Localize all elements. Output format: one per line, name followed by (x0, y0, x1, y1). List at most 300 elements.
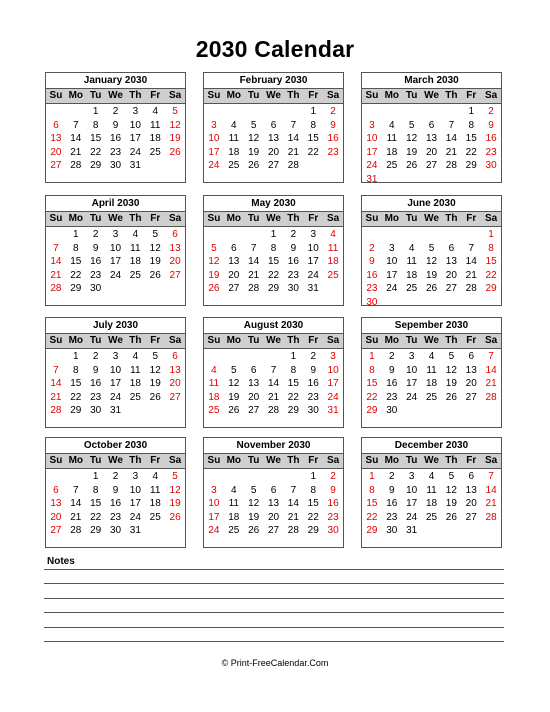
day-cell (204, 418, 224, 432)
week-row (362, 511, 501, 525)
weekday-label: Sa (484, 455, 498, 466)
day-cell: 18 (129, 256, 141, 268)
day-cell: 1 (369, 471, 375, 482)
day-cell: 12 (406, 133, 418, 145)
day-cell (165, 418, 185, 432)
week-row (362, 391, 501, 405)
day-cell (224, 470, 244, 484)
day-cell: 13 (50, 133, 62, 145)
day-cell: 4 (389, 119, 395, 131)
day-cell: 19 (248, 511, 260, 523)
day-cell: 16 (386, 498, 398, 510)
day-cell: 21 (485, 378, 497, 390)
day-cell: 16 (307, 378, 319, 390)
day-cell: 3 (132, 471, 139, 482)
day-cell (283, 173, 303, 187)
day-cell: 25 (425, 391, 438, 403)
week-row (362, 497, 501, 511)
note-line (44, 612, 504, 613)
week-row (46, 418, 185, 432)
day-cell: 16 (90, 256, 102, 268)
week-row (46, 350, 185, 364)
day-cell: 2 (330, 106, 336, 117)
day-cell (204, 470, 224, 484)
week-row (46, 377, 185, 391)
day-cell: 4 (408, 242, 415, 254)
day-cell (66, 418, 86, 432)
day-cell: 13 (267, 133, 280, 145)
day-cell (66, 105, 86, 119)
day-cell: 9 (112, 484, 119, 496)
day-cell (283, 105, 303, 119)
day-cell: 14 (267, 378, 280, 390)
day-cell (66, 296, 86, 310)
day-cell: 10 (406, 484, 418, 496)
week-row (204, 511, 343, 525)
day-cell: 27 (465, 391, 477, 403)
day-cell: 9 (369, 256, 375, 268)
day-cell: 19 (149, 378, 161, 390)
day-cell: 23 (327, 511, 339, 523)
day-cell (46, 538, 66, 552)
weekday-label: Tu (89, 90, 102, 101)
weekday-label: Th (445, 90, 458, 101)
weekday-label: Su (49, 213, 63, 224)
day-cell: 5 (231, 364, 237, 376)
weekday-label: Th (287, 455, 300, 466)
day-cell (264, 296, 284, 310)
day-cell: 9 (488, 119, 494, 131)
day-cell: 5 (152, 351, 158, 362)
day-cell: 2 (488, 106, 494, 117)
day-cell: 28 (267, 405, 280, 417)
month-title: October 2030 (46, 438, 185, 454)
day-cell (362, 105, 382, 119)
day-cell: 12 (149, 364, 161, 376)
day-cell (422, 173, 442, 187)
day-cell (224, 350, 244, 364)
day-cell (46, 296, 66, 310)
day-cell: 25 (386, 160, 398, 172)
day-cell: 18 (425, 498, 438, 510)
day-cell: 31 (129, 160, 141, 172)
day-cell: 1 (92, 471, 99, 482)
day-cell: 8 (468, 119, 474, 131)
day-cell: 11 (208, 378, 220, 390)
week-row (362, 105, 501, 119)
day-cell: 27 (169, 391, 181, 403)
day-cell: 1 (310, 106, 316, 117)
day-cell: 2 (112, 106, 119, 117)
weekday-label: Mo (226, 455, 242, 466)
day-cell: 16 (287, 256, 299, 268)
day-cell: 27 (445, 283, 457, 295)
weekday-label: Th (287, 213, 300, 224)
day-cell: 5 (428, 242, 435, 254)
day-cell (66, 173, 86, 187)
day-cell: 21 (50, 269, 62, 281)
week-row (362, 255, 501, 269)
day-cell: 18 (327, 256, 339, 268)
day-cell (264, 470, 284, 484)
day-cell (481, 538, 501, 552)
day-cell: 24 (129, 511, 141, 523)
day-cell: 28 (465, 283, 477, 295)
day-cell: 12 (425, 256, 438, 268)
day-cell (481, 418, 501, 432)
month-calendar (203, 317, 344, 428)
day-cell (422, 228, 442, 242)
weekday-label: Su (207, 90, 221, 101)
day-cell: 17 (386, 269, 398, 281)
day-cell: 17 (208, 146, 220, 158)
day-cell: 28 (50, 283, 62, 295)
month-calendar (203, 437, 344, 548)
day-cell: 7 (290, 484, 297, 496)
week-row (46, 255, 185, 269)
weekday-label: Sa (326, 213, 340, 224)
day-cell: 8 (310, 484, 316, 496)
day-cell: 2 (369, 242, 375, 254)
week-row (362, 364, 501, 378)
weekday-label: Su (207, 213, 221, 224)
weekday-label: Tu (89, 335, 102, 346)
day-cell: 4 (231, 484, 237, 496)
weekday-label: Th (287, 335, 300, 346)
weekday-label: Fr (308, 455, 319, 466)
day-cell: 27 (248, 405, 260, 417)
week-row (362, 418, 501, 432)
day-cell: 11 (228, 133, 239, 145)
day-cell: 2 (92, 229, 99, 240)
day-cell: 3 (112, 351, 119, 362)
day-cell: 28 (485, 391, 497, 403)
day-cell: 26 (425, 283, 438, 295)
day-cell (244, 173, 264, 187)
day-cell: 27 (465, 511, 477, 523)
day-cell: 10 (109, 242, 122, 254)
day-cell: 30 (90, 405, 102, 417)
day-cell: 23 (287, 269, 299, 281)
day-cell: 2 (92, 351, 99, 362)
weekday-label: Th (129, 455, 142, 466)
day-cell: 23 (90, 391, 102, 403)
day-cell (283, 296, 303, 310)
week-row (204, 404, 343, 418)
day-cell: 27 (267, 525, 280, 537)
weeks-grid (46, 227, 185, 310)
day-cell: 19 (406, 146, 418, 158)
day-cell: 10 (406, 364, 418, 376)
day-cell: 31 (327, 405, 339, 417)
day-cell: 12 (445, 484, 457, 496)
day-cell: 8 (369, 484, 375, 496)
day-cell (441, 404, 461, 418)
weekday-label: Mo (384, 455, 400, 466)
day-cell: 3 (369, 119, 375, 131)
week-row (204, 132, 343, 146)
day-cell (422, 404, 442, 418)
week-row (362, 242, 501, 256)
day-cell: 2 (310, 351, 316, 362)
weekday-header-row (46, 454, 185, 469)
day-cell: 10 (366, 133, 378, 145)
day-cell: 11 (150, 119, 161, 131)
day-cell: 31 (109, 405, 122, 417)
day-cell: 24 (386, 283, 398, 295)
day-cell (362, 228, 382, 242)
day-cell (461, 404, 481, 418)
weekday-label: Mo (68, 90, 84, 101)
weekday-label: Fr (466, 90, 477, 101)
weekday-label: Fr (150, 213, 161, 224)
day-cell: 19 (228, 391, 240, 403)
weekday-label: Tu (405, 90, 418, 101)
day-cell: 24 (366, 160, 378, 172)
day-cell: 19 (169, 133, 181, 145)
day-cell (224, 538, 244, 552)
day-cell: 4 (428, 471, 435, 482)
day-cell (106, 538, 126, 552)
day-cell: 1 (73, 351, 79, 362)
day-cell: 26 (208, 283, 220, 295)
week-row (204, 282, 343, 296)
day-cell (86, 173, 106, 187)
day-cell: 13 (445, 256, 457, 268)
day-cell: 14 (50, 378, 62, 390)
day-cell: 20 (445, 269, 457, 281)
day-cell: 20 (465, 498, 477, 510)
day-cell: 22 (267, 269, 280, 281)
day-cell: 29 (307, 525, 319, 537)
day-cell: 6 (448, 242, 455, 254)
day-cell (46, 350, 66, 364)
day-cell: 30 (287, 283, 299, 295)
day-cell (402, 418, 422, 432)
week-row (362, 228, 501, 242)
day-cell: 14 (70, 498, 82, 510)
day-cell: 7 (468, 242, 474, 254)
day-cell: 31 (129, 525, 141, 537)
day-cell: 16 (386, 378, 398, 390)
day-cell: 29 (267, 283, 280, 295)
day-cell (481, 524, 501, 538)
day-cell: 10 (386, 256, 398, 268)
day-cell: 17 (129, 133, 141, 145)
day-cell (402, 296, 422, 310)
day-cell (244, 470, 264, 484)
weekday-label: Th (129, 213, 142, 224)
day-cell: 29 (287, 405, 299, 417)
day-cell: 2 (112, 471, 119, 482)
day-cell: 6 (270, 119, 277, 131)
week-row (46, 497, 185, 511)
day-cell: 8 (369, 364, 375, 376)
day-cell: 23 (327, 146, 339, 158)
week-row (204, 242, 343, 256)
day-cell (422, 296, 442, 310)
week-row (204, 228, 343, 242)
day-cell: 17 (109, 378, 122, 390)
day-cell: 6 (172, 351, 178, 362)
day-cell: 11 (130, 242, 141, 254)
month-calendar (203, 72, 344, 183)
day-cell: 10 (129, 484, 141, 496)
day-cell: 2 (290, 229, 297, 240)
day-cell (165, 159, 185, 173)
day-cell: 15 (307, 133, 319, 145)
day-cell: 6 (468, 471, 474, 482)
day-cell: 29 (70, 283, 82, 295)
week-row (46, 404, 185, 418)
week-row (362, 524, 501, 538)
day-cell (422, 524, 442, 538)
day-cell (422, 105, 442, 119)
day-cell: 30 (327, 525, 339, 537)
day-cell: 4 (132, 351, 139, 362)
day-cell (441, 296, 461, 310)
day-cell: 4 (132, 229, 139, 240)
day-cell: 11 (150, 484, 161, 496)
week-row (46, 159, 185, 173)
day-cell: 15 (465, 133, 477, 145)
day-cell: 14 (248, 256, 260, 268)
day-cell: 2 (389, 351, 395, 362)
day-cell: 3 (211, 484, 217, 496)
day-cell: 9 (92, 242, 99, 254)
day-cell (125, 282, 145, 296)
month-title: June 2030 (362, 196, 501, 212)
weekday-label: Tu (405, 455, 418, 466)
weekday-label: Fr (466, 335, 477, 346)
day-cell (145, 173, 165, 187)
month-calendar (361, 437, 502, 548)
day-cell: 15 (485, 256, 497, 268)
day-cell: 8 (92, 119, 99, 131)
day-cell: 17 (129, 498, 141, 510)
week-row (204, 484, 343, 498)
day-cell: 21 (70, 511, 82, 523)
day-cell: 23 (386, 511, 398, 523)
day-cell (461, 228, 481, 242)
day-cell: 18 (208, 391, 220, 403)
day-cell: 12 (445, 364, 457, 376)
day-cell (461, 418, 481, 432)
weekday-label: Tu (247, 90, 260, 101)
day-cell: 17 (406, 498, 418, 510)
weekday-label: Fr (150, 455, 161, 466)
day-cell: 3 (132, 106, 139, 117)
day-cell (402, 105, 422, 119)
day-cell: 16 (327, 498, 339, 510)
day-cell: 19 (425, 269, 438, 281)
day-cell: 13 (248, 378, 260, 390)
day-cell (382, 173, 402, 187)
day-cell (46, 105, 66, 119)
day-cell (86, 296, 106, 310)
week-row (46, 132, 185, 146)
week-row (362, 282, 501, 296)
day-cell: 2 (330, 471, 336, 482)
day-cell: 6 (428, 119, 435, 131)
day-cell: 9 (389, 484, 395, 496)
month-calendar (45, 317, 186, 428)
day-cell: 21 (445, 146, 457, 158)
day-cell: 18 (406, 269, 418, 281)
day-cell (264, 105, 284, 119)
month-title: November 2030 (204, 438, 343, 454)
day-cell: 1 (270, 229, 277, 240)
weekday-label: Sa (326, 335, 340, 346)
day-cell: 3 (211, 119, 217, 131)
weeks-grid (362, 104, 501, 187)
week-row (362, 404, 501, 418)
day-cell: 18 (228, 511, 240, 523)
weeks-grid (204, 349, 343, 432)
weekday-label: We (108, 213, 123, 224)
day-cell (145, 524, 165, 538)
weekday-label: We (266, 90, 281, 101)
day-cell: 17 (307, 256, 319, 268)
day-cell: 31 (406, 525, 418, 537)
week-row (204, 269, 343, 283)
day-cell: 28 (485, 511, 497, 523)
day-cell: 28 (445, 160, 457, 172)
month-calendar (45, 437, 186, 548)
day-cell: 29 (465, 160, 477, 172)
day-cell: 13 (465, 364, 477, 376)
week-row (362, 377, 501, 391)
day-cell (244, 538, 264, 552)
weekday-label: Th (445, 213, 458, 224)
week-row (46, 105, 185, 119)
day-cell: 15 (267, 256, 280, 268)
weekday-label: Su (365, 455, 379, 466)
month-calendar (203, 195, 344, 306)
day-cell: 9 (389, 364, 395, 376)
day-cell: 3 (408, 351, 415, 362)
weekday-label: Su (49, 90, 63, 101)
weekday-label: We (424, 455, 439, 466)
day-cell: 9 (310, 364, 316, 376)
weekday-header-row (46, 89, 185, 104)
day-cell: 5 (250, 119, 257, 131)
weekday-label: We (424, 335, 439, 346)
week-row (204, 364, 343, 378)
weeks-grid (204, 227, 343, 310)
weekday-label: Tu (405, 335, 418, 346)
weekday-label: Sa (326, 455, 340, 466)
day-cell (125, 404, 145, 418)
weekday-header-row (362, 334, 501, 349)
day-cell (283, 418, 303, 432)
week-row (204, 418, 343, 432)
day-cell: 20 (267, 511, 280, 523)
day-cell: 23 (307, 391, 319, 403)
week-row (362, 470, 501, 484)
day-cell: 18 (386, 146, 398, 158)
day-cell (461, 538, 481, 552)
day-cell (264, 538, 284, 552)
day-cell: 17 (208, 511, 220, 523)
day-cell: 1 (92, 106, 99, 117)
week-row (46, 228, 185, 242)
weekday-label: Fr (150, 335, 161, 346)
day-cell: 22 (465, 146, 477, 158)
day-cell: 7 (250, 242, 257, 254)
day-cell (382, 296, 402, 310)
day-cell: 23 (109, 511, 122, 523)
